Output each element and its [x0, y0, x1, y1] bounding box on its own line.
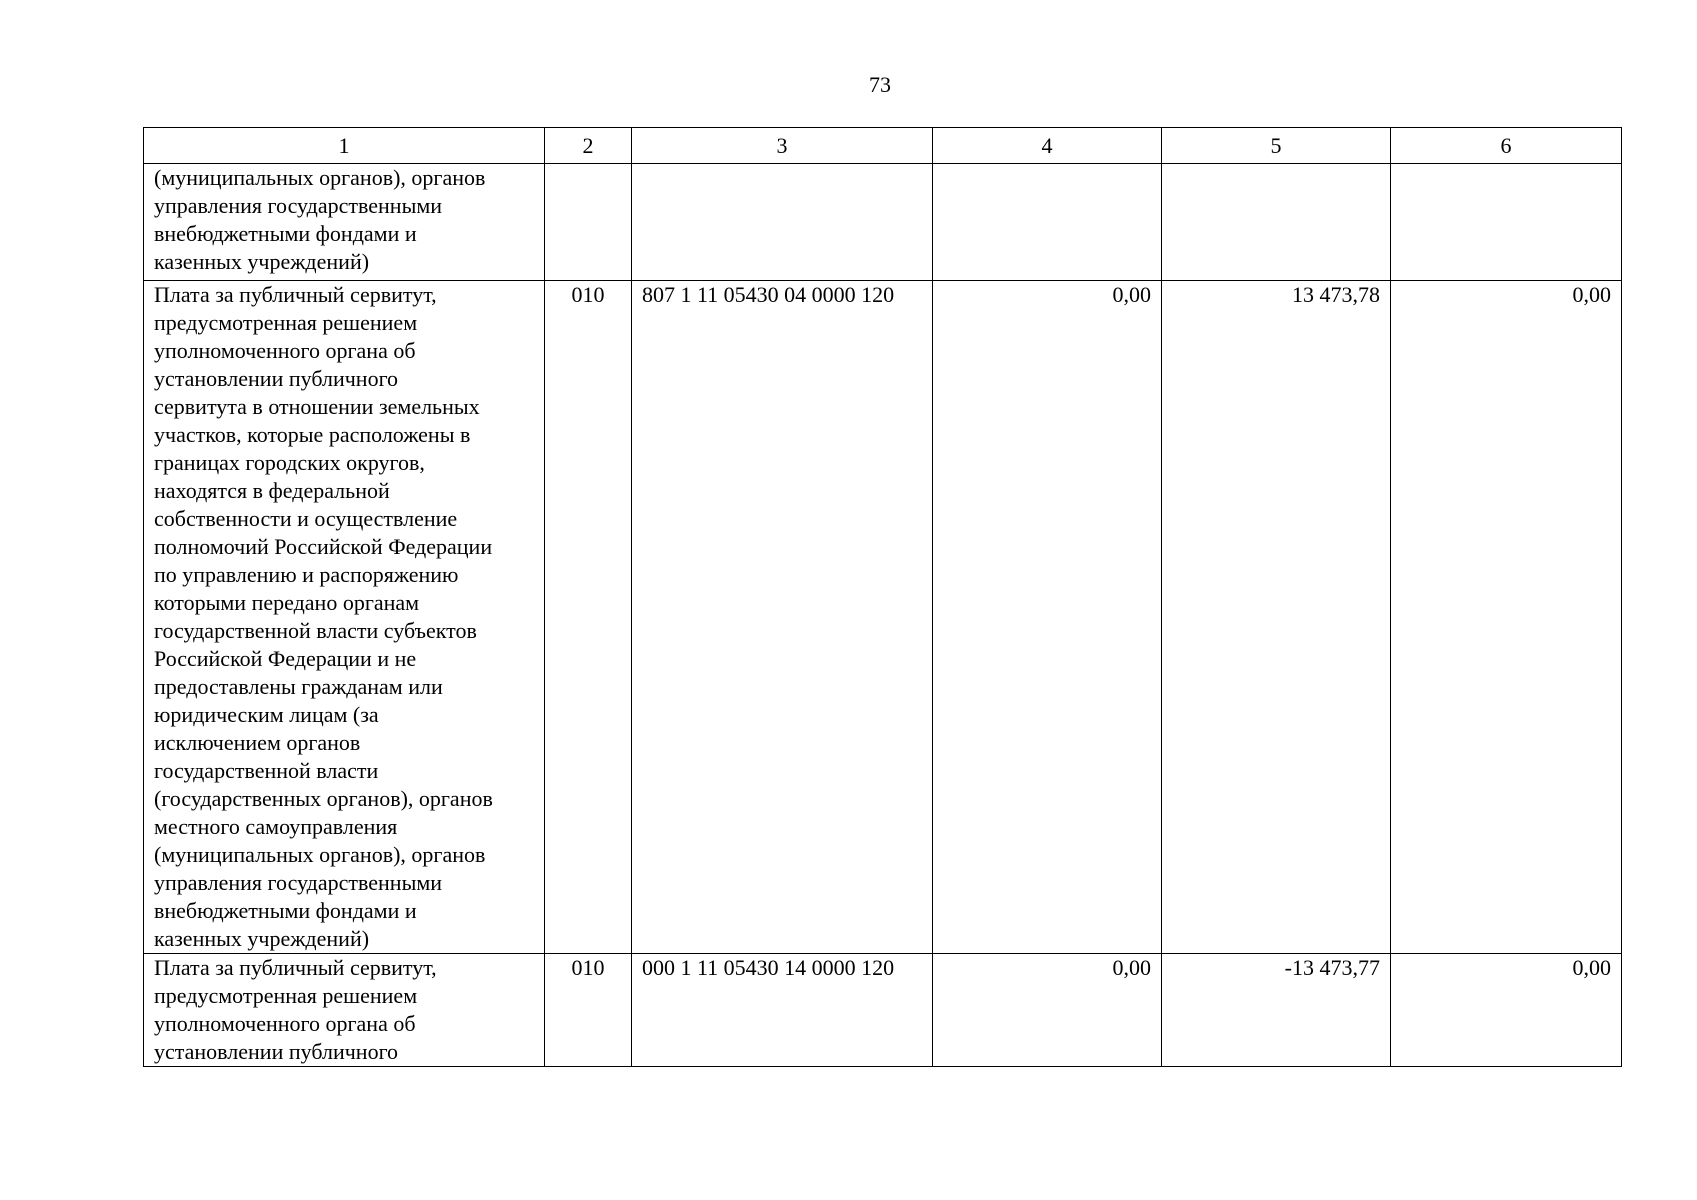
row-line-code: 010 [545, 281, 632, 954]
table-header-row [144, 128, 1622, 164]
page-number: 73 [869, 72, 891, 97]
row-col5-value [1162, 164, 1391, 281]
row-col6-value [1391, 164, 1622, 281]
header-col-5: 5 [1162, 128, 1391, 164]
header-col-2: 2 [545, 128, 632, 164]
row-col4-value: 0,00 [933, 954, 1162, 1067]
row-kbk-code [632, 164, 933, 281]
table-row [144, 281, 1622, 954]
row-line-code: 010 [545, 954, 632, 1067]
row-col4-value: 0,00 [933, 281, 1162, 954]
row-name: (муниципальных органов), органов управления государственными внебюджетными фондами и казенных учреждений) [144, 164, 545, 281]
header-col-3: 3 [632, 128, 933, 164]
row-name: Плата за публичный сервитут, предусмотренная решением уполномоченного органа об установлении публичного сервитута в отношении земельных участков, которые расположены в границах городских округов, находятся в федеральной собственности и осуществление полномочий Российской Федерации по управлению и распоряжению которыми передано органам государственной власти субъектов Российской Федерации и не предоставлены гражданам или юридическим лицам (за исключением органов государственной власти (государственных органов), органов местного самоуправления (муниципальных органов), органов управления государственными внебюджетными фондами и казенных учреждений) [144, 281, 545, 954]
row-line-code [545, 164, 632, 281]
row-col6-value: 0,00 [1391, 281, 1622, 954]
table-row [144, 954, 1622, 1067]
header-col-1: 1 [144, 128, 545, 164]
row-kbk-code: 807 1 11 05430 04 0000 120 [632, 281, 933, 954]
row-name: Плата за публичный сервитут, предусмотренная решением уполномоченного органа об установлении публичного [144, 954, 545, 1067]
row-col5-value: 13 473,78 [1162, 281, 1391, 954]
row-kbk-code: 000 1 11 05430 14 0000 120 [632, 954, 933, 1067]
header-col-6: 6 [1391, 128, 1622, 164]
budget-table [143, 127, 1622, 1067]
header-col-4: 4 [933, 128, 1162, 164]
row-col4-value [933, 164, 1162, 281]
row-col5-value: -13 473,77 [1162, 954, 1391, 1067]
table-row [144, 164, 1622, 281]
row-col6-value: 0,00 [1391, 954, 1622, 1067]
